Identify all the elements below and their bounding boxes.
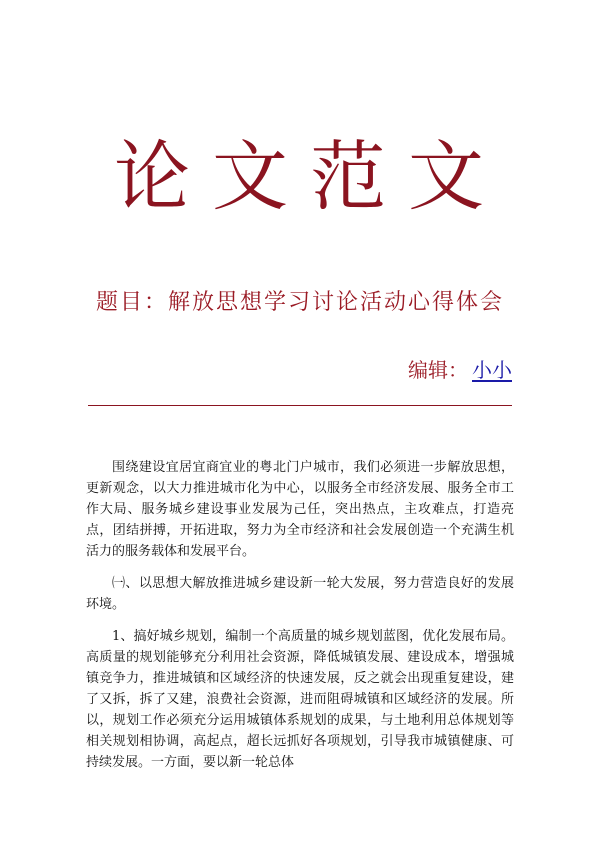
document-title: 论文范文 xyxy=(114,132,506,221)
subject-line: 题目：解放思想学习讨论活动心得体会 xyxy=(95,290,504,315)
paragraph-section-1: ㈠、以思想大解放推进城乡建设新一轮大发展，努力营造良好的发展环境。 xyxy=(86,576,514,612)
editor-line xyxy=(408,356,512,384)
body-text xyxy=(86,457,514,784)
editor-name-link[interactable]: 小小 xyxy=(472,358,512,382)
editor-label: 编辑： xyxy=(408,358,468,382)
paragraph-item-1: 1、搞好城乡规划，编制一个高质量的城乡规划蓝图，优化发展布局。高质量的规划能够充分利用社会资源，降低城镇发展、建设成本，增强城镇竞争力，推进城镇和区域经济的快速发展，反之就会出现重复建设，建了又拆，拆了又建，浪费社会资源，进而阻碍城镇和区域经济的发展。所以，规划工作必须充分运用城镇体系规划的成果，与土地利用总体规划等相关规划相协调，高起点，超长远抓好各项规划，引导我市城镇健康、可持续发展。一方面，要以新一轮总体 xyxy=(86,629,514,770)
title-divider xyxy=(88,405,512,406)
paragraph-intro: 围绕建设宜居宜商宜业的粤北门户城市，我们必须进一步解放思想，更新观念，以大力推进城市化为中心，以服务全市经济发展、服务全市工作大局、服务城乡建设事业发展为己任，突出热点，主攻难点，打造亮点，团结拼搏，开拓进取，努力为全市经济和社会发展创造一个充满生机活力的服务载体和发展平台。 xyxy=(86,460,514,559)
